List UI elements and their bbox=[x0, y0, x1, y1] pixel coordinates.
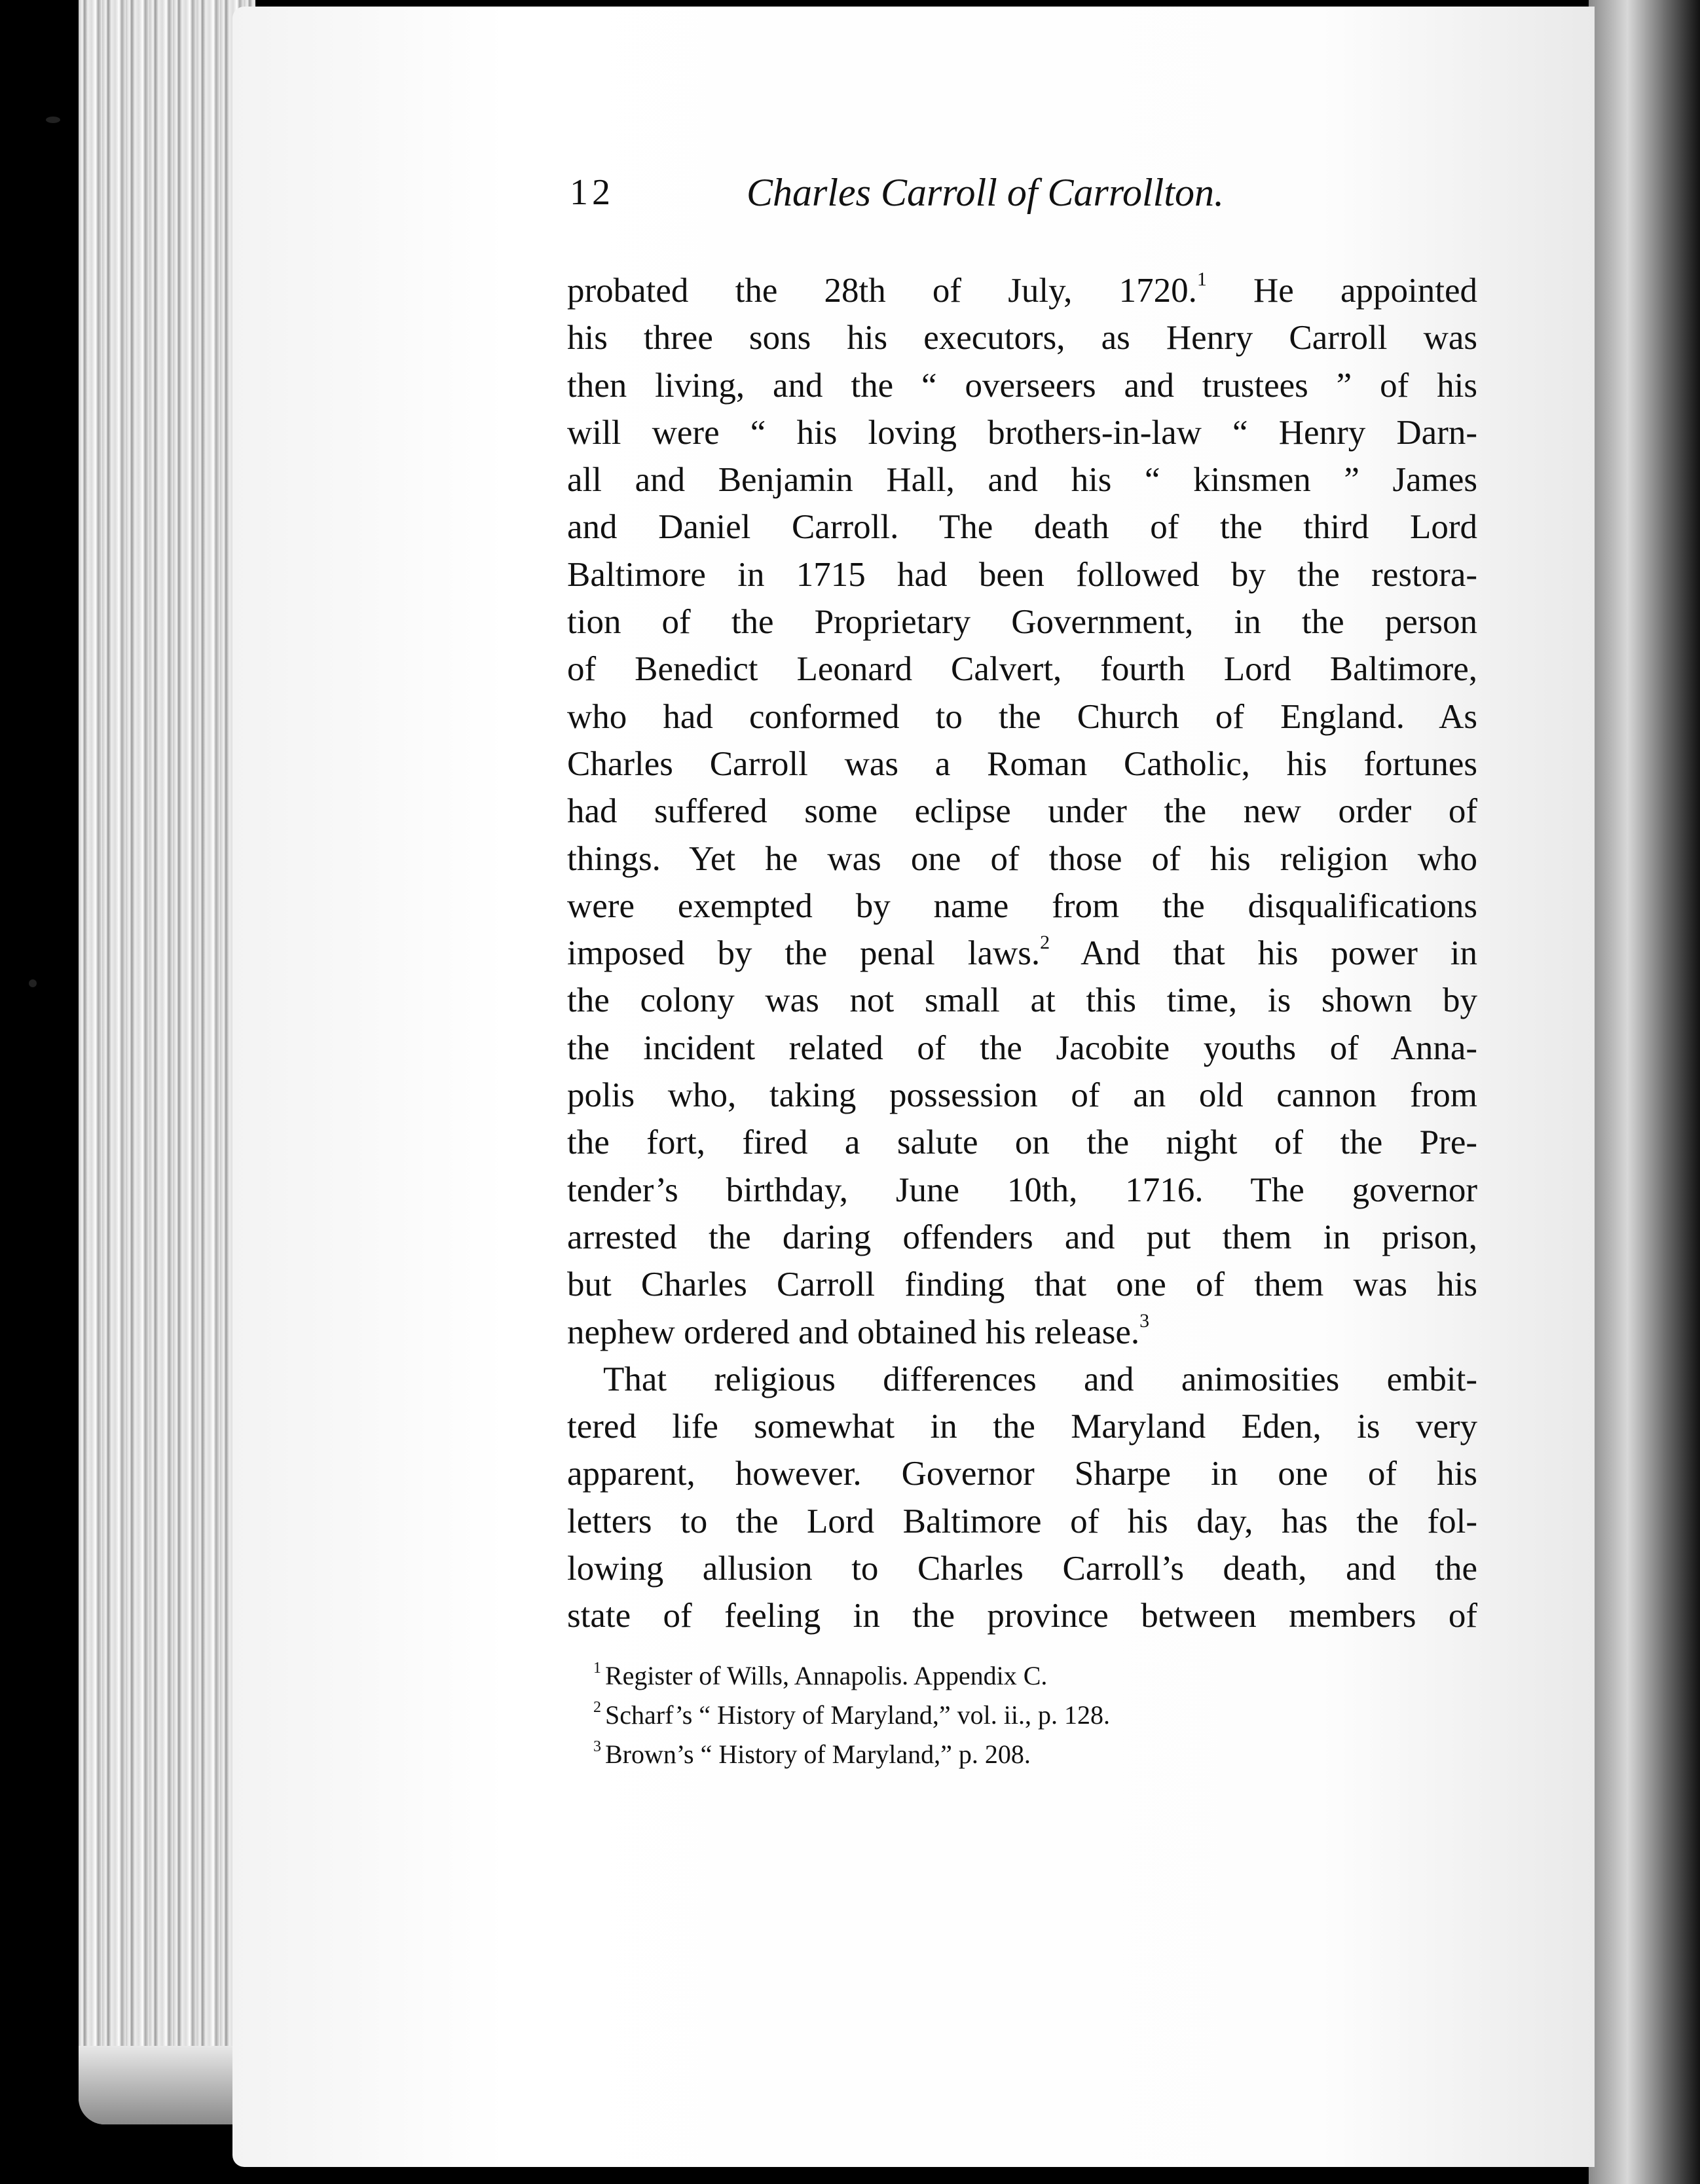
text-line: the incident related of the Jacobite youths of Anna- bbox=[567, 1028, 1477, 1067]
text-line: tion of the Proprietary Government, in the person bbox=[567, 603, 1477, 642]
text-line: probated the 28th of July, 1720.$^1$ He appointed bbox=[567, 268, 1477, 310]
text-line: Baltimore in 1715 had been followed by the restora- bbox=[567, 555, 1477, 594]
footnote-ref: 3 bbox=[1139, 1309, 1150, 1332]
text-line: of Benedict Leonard Calvert, fourth Lord Baltimore, bbox=[567, 650, 1477, 689]
text-line: nephew ordered and obtained his release.$^3$ bbox=[567, 1309, 1150, 1351]
text-line: tender’s birthday, June 10th, 1716. The governor bbox=[567, 1171, 1477, 1209]
footnote: $^2$ Scharf’s “ History of Maryland,” vol. ii., p. 128. bbox=[593, 1698, 1110, 1730]
footnotes bbox=[593, 1656, 1445, 1774]
text-line: his three sons his executors, as Henry Carroll was bbox=[567, 319, 1477, 357]
footnote-ref: 2 bbox=[1040, 931, 1050, 953]
text-line: things. Yet he was one of those of his religion who bbox=[567, 839, 1477, 878]
scan-speck bbox=[29, 979, 37, 987]
text-line: state of feeling in the province between members of bbox=[567, 1597, 1477, 1635]
text-line: lowing allusion to Charles Carroll’s death, and the bbox=[567, 1550, 1477, 1588]
text-line: arrested the daring offenders and put them in prison, bbox=[567, 1218, 1477, 1256]
text-line: but Charles Carroll finding that one of them was his bbox=[567, 1265, 1477, 1304]
text-line: will were “ his loving brothers-in-law “ Henry Darn- bbox=[567, 413, 1477, 452]
text-line: Charles Carroll was a Roman Catholic, his fortunes bbox=[567, 744, 1477, 783]
text-line: had suffered some eclipse under the new order of bbox=[567, 792, 1477, 831]
text-line: imposed by the penal laws.$^2$ And that his power in bbox=[567, 931, 1477, 973]
running-title: Charles Carroll of Carrollton. bbox=[747, 171, 1225, 214]
footnote-mark: 3 bbox=[593, 1738, 601, 1755]
text-line: apparent, however. Governor Sharpe in one of his bbox=[567, 1455, 1477, 1493]
text-line: and Daniel Carroll. The death of the third Lord bbox=[567, 508, 1477, 547]
page-number: 12 bbox=[570, 172, 614, 213]
footnote-ref: 1 bbox=[1196, 268, 1207, 291]
text-line: all and Benjamin Hall, and his “ kinsmen ” James bbox=[567, 461, 1477, 500]
text-line: then living, and the “ overseers and trustees ” of his bbox=[567, 366, 1477, 405]
footnote: $^1$ Register of Wills, Annapolis. Appendix C. bbox=[593, 1659, 1048, 1690]
text-line: letters to the Lord Baltimore of his day, has the fol- bbox=[567, 1502, 1477, 1540]
text-line: tered life somewhat in the Maryland Eden, is very bbox=[567, 1408, 1477, 1446]
text-line: the fort, fired a salute on the night of the Pre- bbox=[567, 1123, 1477, 1162]
book-page-edges bbox=[79, 0, 255, 2124]
book-binding-shadow bbox=[1589, 0, 1700, 2184]
body-text bbox=[567, 267, 1477, 1640]
text-line: were exempted by name from the disqualifications bbox=[567, 886, 1477, 925]
text-line: polis who, taking possession of an old cannon from bbox=[567, 1076, 1477, 1115]
footnote-mark: 2 bbox=[593, 1698, 601, 1716]
text-line: That religious differences and animosities embit- bbox=[603, 1360, 1477, 1398]
text-line: who had conformed to the Church of England. As bbox=[567, 697, 1477, 736]
footnote-mark: 1 bbox=[593, 1659, 601, 1677]
footnote: $^3$ Brown’s “ History of Maryland,” p. 208. bbox=[593, 1738, 1031, 1769]
scan-speck bbox=[46, 117, 60, 123]
text-line: the colony was not small at this time, is shown by bbox=[567, 981, 1477, 1020]
running-head bbox=[570, 172, 1323, 230]
